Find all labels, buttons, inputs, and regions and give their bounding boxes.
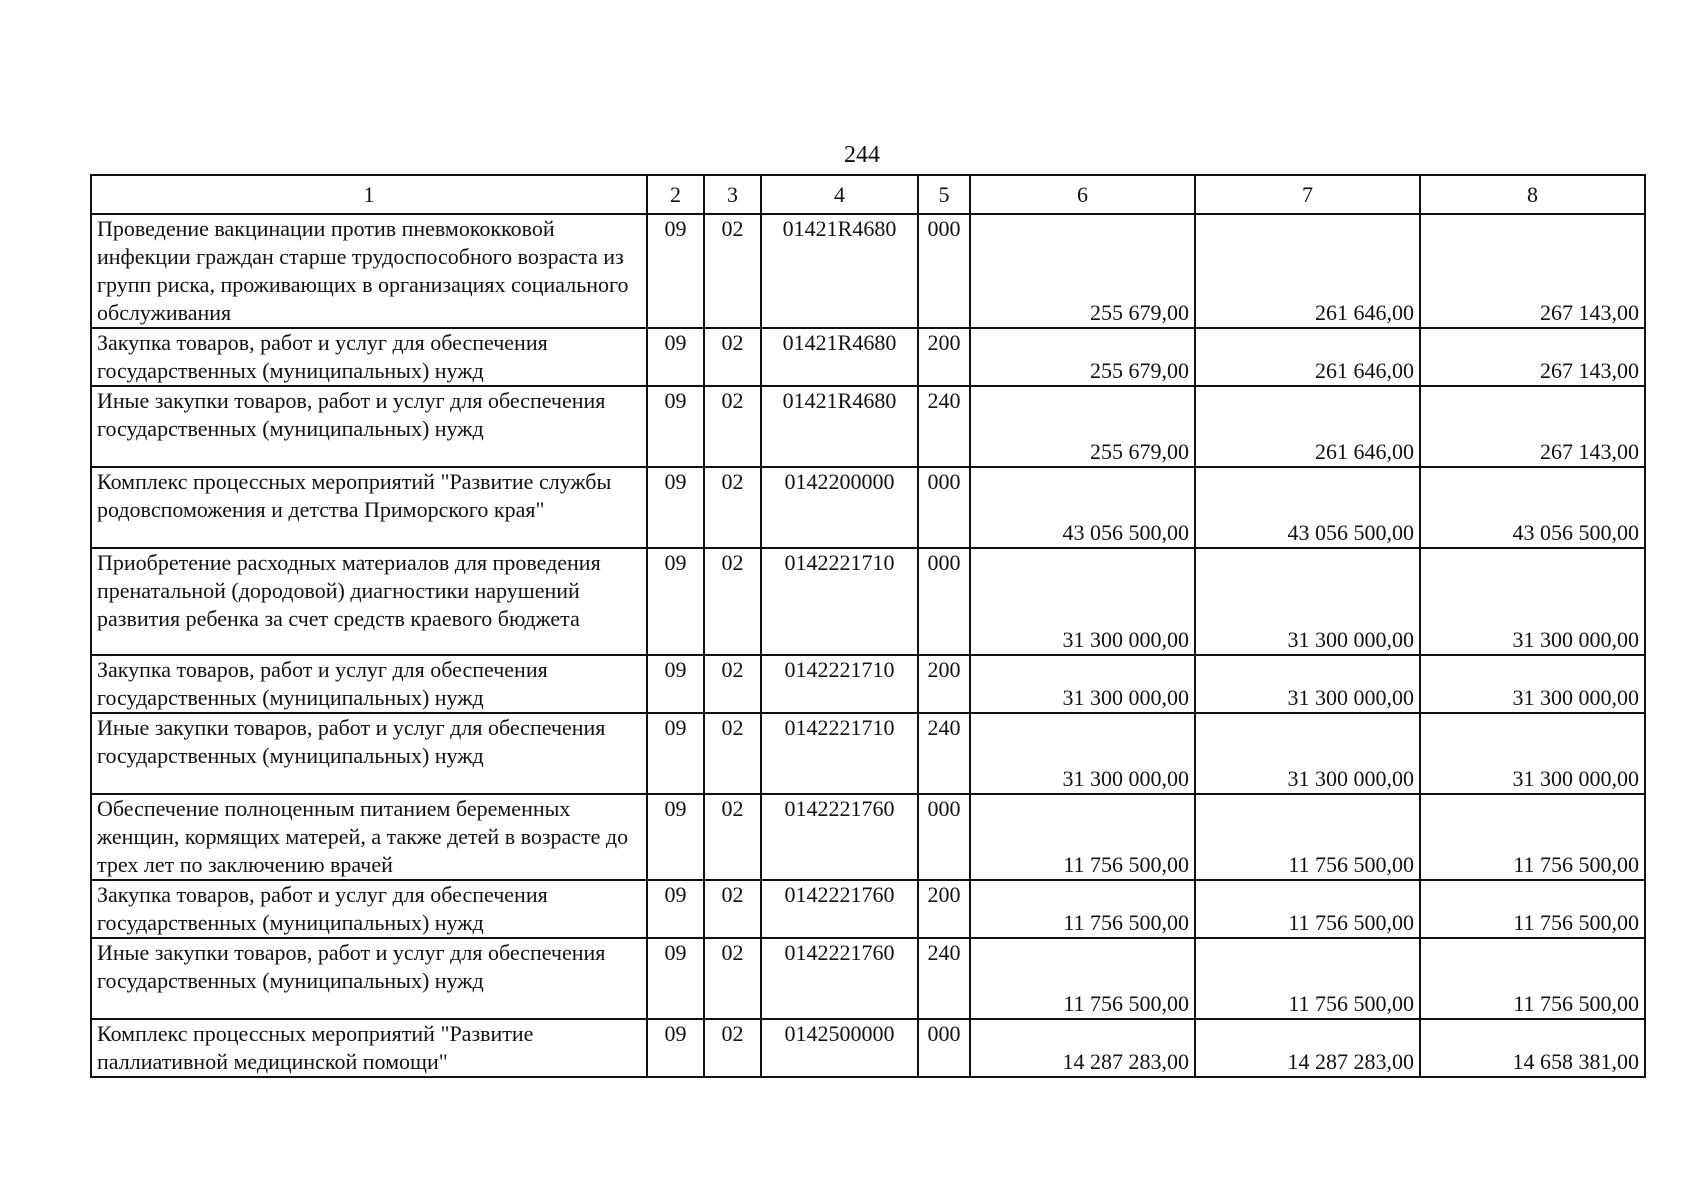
- target-article-cell: 0142500000: [761, 1019, 918, 1077]
- subsection-code-cell: 02: [704, 938, 761, 1019]
- row-name-cell: Закупка товаров, работ и услуг для обеспечения государственных (муниципальных) нужд: [91, 655, 647, 713]
- expense-type-cell: 240: [918, 713, 970, 794]
- row-name-cell: Закупка товаров, работ и услуг для обеспечения государственных (муниципальных) нужд: [91, 880, 647, 938]
- subsection-code-cell: 02: [704, 794, 761, 880]
- section-code-cell: 09: [647, 1019, 704, 1077]
- amount-cell-6: 31 300 000,00: [970, 655, 1195, 713]
- expense-type-cell: 240: [918, 386, 970, 467]
- subsection-code-cell: 02: [704, 386, 761, 467]
- row-name-cell: Иные закупки товаров, работ и услуг для обеспечения государственных (муниципальных) нужд: [91, 713, 647, 794]
- section-code-cell: 09: [647, 386, 704, 467]
- target-article-cell: 0142221760: [761, 880, 918, 938]
- section-code-cell: 09: [647, 713, 704, 794]
- section-code-cell: 09: [647, 655, 704, 713]
- amount-cell-8: 267 143,00: [1420, 214, 1645, 328]
- table-body: [91, 175, 1645, 1077]
- amount-cell-8: 14 658 381,00: [1420, 1019, 1645, 1077]
- amount-cell-6: 11 756 500,00: [970, 794, 1195, 880]
- section-code-cell: 09: [647, 214, 704, 328]
- amount-cell-8: 267 143,00: [1420, 328, 1645, 386]
- expense-type-cell: 200: [918, 880, 970, 938]
- table-row: [91, 386, 1645, 467]
- target-article-cell: 0142221710: [761, 655, 918, 713]
- amount-cell-6: 31 300 000,00: [970, 548, 1195, 655]
- table-row: [91, 548, 1645, 655]
- section-code-cell: 09: [647, 938, 704, 1019]
- amount-cell-8: 43 056 500,00: [1420, 467, 1645, 548]
- table-header-row: [91, 175, 1645, 214]
- target-article-cell: 01421R4680: [761, 386, 918, 467]
- amount-cell-8: 11 756 500,00: [1420, 938, 1645, 1019]
- header-cell: 4: [761, 175, 918, 214]
- amount-cell-7: 261 646,00: [1195, 386, 1420, 467]
- table-row: [91, 467, 1645, 548]
- row-name-cell: Закупка товаров, работ и услуг для обеспечения государственных (муниципальных) нужд: [91, 328, 647, 386]
- target-article-cell: 0142221760: [761, 794, 918, 880]
- table-row: [91, 938, 1645, 1019]
- target-article-cell: 0142221760: [761, 938, 918, 1019]
- expense-type-cell: 200: [918, 328, 970, 386]
- header-cell: 7: [1195, 175, 1420, 214]
- amount-cell-8: 31 300 000,00: [1420, 655, 1645, 713]
- expense-type-cell: 200: [918, 655, 970, 713]
- target-article-cell: 01421R4680: [761, 328, 918, 386]
- table-row: [91, 655, 1645, 713]
- subsection-code-cell: 02: [704, 713, 761, 794]
- section-code-cell: 09: [647, 880, 704, 938]
- row-name-cell: Комплекс процессных мероприятий "Развитие паллиативной медицинской помощи": [91, 1019, 647, 1077]
- table-row: [91, 1019, 1645, 1077]
- table-row: [91, 713, 1645, 794]
- subsection-code-cell: 02: [704, 548, 761, 655]
- header-cell: 1: [91, 175, 647, 214]
- amount-cell-7: 31 300 000,00: [1195, 713, 1420, 794]
- section-code-cell: 09: [647, 548, 704, 655]
- amount-cell-6: 11 756 500,00: [970, 880, 1195, 938]
- amount-cell-8: 31 300 000,00: [1420, 548, 1645, 655]
- amount-cell-7: 14 287 283,00: [1195, 1019, 1420, 1077]
- amount-cell-6: 14 287 283,00: [970, 1019, 1195, 1077]
- section-code-cell: 09: [647, 794, 704, 880]
- amount-cell-7: 261 646,00: [1195, 328, 1420, 386]
- header-cell: 2: [647, 175, 704, 214]
- subsection-code-cell: 02: [704, 328, 761, 386]
- expense-type-cell: 000: [918, 1019, 970, 1077]
- amount-cell-7: 43 056 500,00: [1195, 467, 1420, 548]
- amount-cell-6: 43 056 500,00: [970, 467, 1195, 548]
- page-number: 244: [844, 142, 880, 168]
- amount-cell-8: 267 143,00: [1420, 386, 1645, 467]
- amount-cell-7: 31 300 000,00: [1195, 655, 1420, 713]
- table-row: [91, 328, 1645, 386]
- row-name-cell: Комплекс процессных мероприятий "Развитие службы родовспоможения и детства Приморского края": [91, 467, 647, 548]
- row-name-cell: Иные закупки товаров, работ и услуг для обеспечения государственных (муниципальных) нужд: [91, 386, 647, 467]
- target-article-cell: 01421R4680: [761, 214, 918, 328]
- amount-cell-6: 255 679,00: [970, 386, 1195, 467]
- amount-cell-8: 11 756 500,00: [1420, 880, 1645, 938]
- section-code-cell: 09: [647, 467, 704, 548]
- expense-type-cell: 000: [918, 794, 970, 880]
- amount-cell-7: 11 756 500,00: [1195, 794, 1420, 880]
- target-article-cell: 0142200000: [761, 467, 918, 548]
- amount-cell-7: 261 646,00: [1195, 214, 1420, 328]
- amount-cell-7: 11 756 500,00: [1195, 938, 1420, 1019]
- expense-type-cell: 000: [918, 214, 970, 328]
- amount-cell-6: 31 300 000,00: [970, 713, 1195, 794]
- target-article-cell: 0142221710: [761, 548, 918, 655]
- amount-cell-6: 255 679,00: [970, 328, 1195, 386]
- amount-cell-6: 255 679,00: [970, 214, 1195, 328]
- row-name-cell: Проведение вакцинации против пневмококковой инфекции граждан старше трудоспособного возраста из групп риска, проживающих в организациях социального обслуживания: [91, 214, 647, 328]
- subsection-code-cell: 02: [704, 655, 761, 713]
- target-article-cell: 0142221710: [761, 713, 918, 794]
- amount-cell-6: 11 756 500,00: [970, 938, 1195, 1019]
- subsection-code-cell: 02: [704, 214, 761, 328]
- table-row: [91, 880, 1645, 938]
- row-name-cell: Обеспечение полноценным питанием беременных женщин, кормящих матерей, а также детей в возрасте до трех лет по заключению врачей: [91, 794, 647, 880]
- expense-type-cell: 000: [918, 467, 970, 548]
- budget-table: [90, 174, 1646, 1078]
- amount-cell-7: 11 756 500,00: [1195, 880, 1420, 938]
- amount-cell-7: 31 300 000,00: [1195, 548, 1420, 655]
- amount-cell-8: 31 300 000,00: [1420, 713, 1645, 794]
- header-cell: 6: [970, 175, 1195, 214]
- row-name-cell: Иные закупки товаров, работ и услуг для обеспечения государственных (муниципальных) нужд: [91, 938, 647, 1019]
- row-name-cell: Приобретение расходных материалов для проведения пренатальной (дородовой) диагностики нарушений развития ребенка за счет средств краевого бюджета: [91, 548, 647, 655]
- header-cell: 8: [1420, 175, 1645, 214]
- expense-type-cell: 000: [918, 548, 970, 655]
- amount-cell-8: 11 756 500,00: [1420, 794, 1645, 880]
- section-code-cell: 09: [647, 328, 704, 386]
- table-row: [91, 214, 1645, 328]
- header-cell: 3: [704, 175, 761, 214]
- subsection-code-cell: 02: [704, 467, 761, 548]
- table-row: [91, 794, 1645, 880]
- subsection-code-cell: 02: [704, 1019, 761, 1077]
- expense-type-cell: 240: [918, 938, 970, 1019]
- subsection-code-cell: 02: [704, 880, 761, 938]
- header-cell: 5: [918, 175, 970, 214]
